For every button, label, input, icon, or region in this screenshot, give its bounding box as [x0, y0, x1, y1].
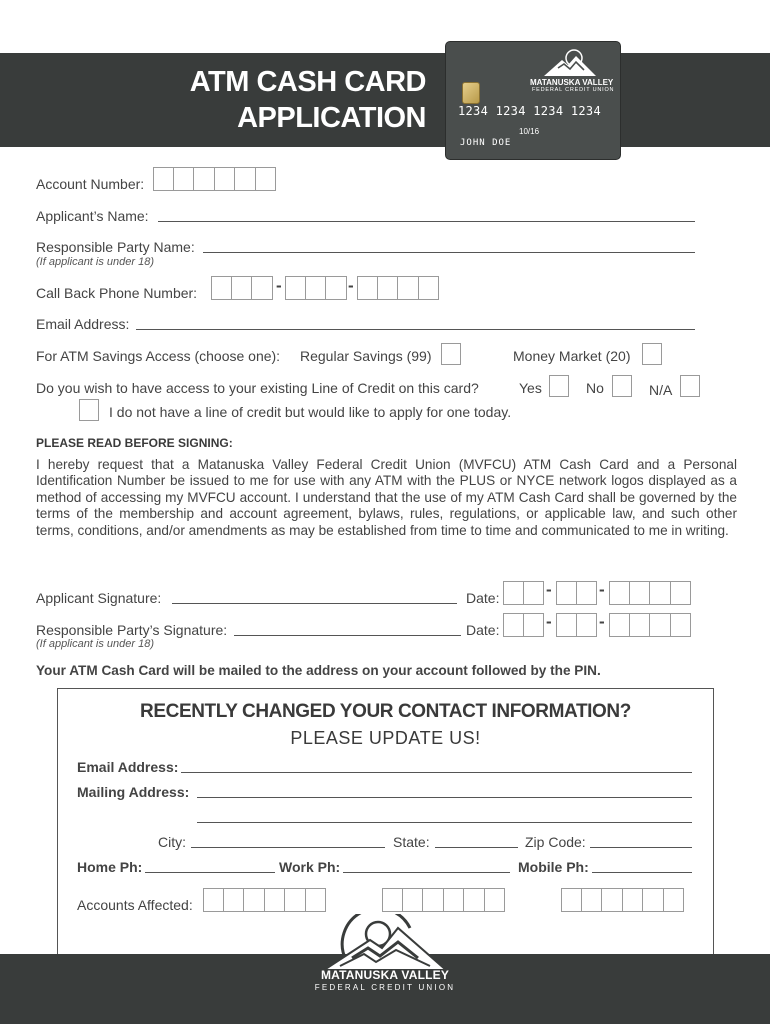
footer-brand-name: MATANUSKA VALLEY [320, 968, 450, 982]
card-expiry: 10/16 [519, 127, 540, 136]
applicant-name-field[interactable] [158, 221, 695, 222]
credit-question: Do you wish to have access to your existing Line of Credit on this card? [36, 380, 479, 396]
phone-prefix-input[interactable] [285, 276, 347, 300]
state-field[interactable] [435, 847, 518, 848]
applicant-date-label: Date: [466, 590, 500, 606]
phone-dash-2: - [348, 276, 354, 295]
agreement-text: I hereby request that a Matanuska Valley Federal Credit Union (MVFCU) ATM Cash Card and a Personal Identification Number be issued to me for use with any ATM with the PLUS or NYCE network logos displayed as a method of accessing my MVFCU account. I understand that the use of my ATM Cash Card shall be governed by the terms of the membership and account agreement, bylaws, rules, regulations, or applicable law, and such other terms, conditions, and/or amendments as may be established from time to time and communicated to me in writing. [36, 457, 737, 538]
atm-card-illustration [445, 41, 621, 160]
city-label: City: [158, 834, 186, 850]
phone-line-input[interactable] [357, 276, 439, 300]
savings-question: For ATM Savings Access (choose one): [36, 348, 281, 364]
state-label: State: [393, 834, 430, 850]
accounts-affected-input-2[interactable] [382, 888, 505, 912]
footer-brand-subtitle: FEDERAL CREDIT UNION [314, 983, 456, 992]
apply-credit-checkbox[interactable] [79, 399, 99, 421]
applicant-date-day-input[interactable] [556, 581, 597, 605]
mailing-address-label: Mailing Address: [77, 784, 190, 800]
applicant-signature-label: Applicant Signature: [36, 590, 162, 606]
accounts-affected-input-3[interactable] [561, 888, 684, 912]
contact-update-title: RECENTLY CHANGED YOUR CONTACT INFORMATION? [140, 701, 631, 722]
yes-checkbox[interactable] [549, 375, 569, 397]
money-market-label: Money Market (20) [513, 348, 631, 364]
page-title-line1: ATM CASH CARD [189, 66, 426, 98]
date-dash-4: - [599, 612, 605, 631]
zip-label: Zip Code: [525, 834, 586, 850]
responsible-signature-note: (If applicant is under 18) [36, 638, 155, 650]
responsible-signature-label: Responsible Party’s Signature: [36, 622, 228, 638]
mountain-logo-icon [318, 914, 452, 972]
work-phone-field[interactable] [343, 872, 510, 873]
mobile-phone-field[interactable] [592, 872, 692, 873]
date-dash-1: - [546, 580, 552, 599]
phone-dash-1: - [276, 276, 282, 295]
accounts-affected-input-1[interactable] [203, 888, 326, 912]
money-market-checkbox[interactable] [642, 343, 662, 365]
contact-email-label: Email Address: [77, 759, 179, 775]
card-chip-icon [462, 82, 480, 104]
mailing-address-field-2[interactable] [197, 822, 692, 823]
phone-label: Call Back Phone Number: [36, 285, 198, 301]
mobile-phone-label: Mobile Ph: [518, 859, 589, 875]
email-field[interactable] [136, 329, 695, 330]
zip-field[interactable] [590, 847, 692, 848]
agreement-heading: PLEASE READ BEFORE SIGNING: [36, 436, 233, 450]
na-label: N/A [649, 382, 673, 398]
date-dash-2: - [599, 580, 605, 599]
page-title-line2: APPLICATION [237, 102, 426, 134]
responsible-signature-field[interactable] [234, 635, 461, 636]
no-checkbox[interactable] [612, 375, 632, 397]
phone-area-input[interactable] [211, 276, 273, 300]
home-phone-label: Home Ph: [77, 859, 143, 875]
accounts-affected-label: Accounts Affected: [77, 897, 193, 913]
card-number: 1234 1234 1234 1234 [458, 104, 601, 118]
card-brand-subtitle: FEDERAL CREDIT UNION [532, 87, 615, 93]
card-brand-name: MATANUSKA VALLEY [530, 78, 614, 87]
work-phone-label: Work Ph: [279, 859, 341, 875]
contact-email-field[interactable] [181, 772, 692, 773]
account-number-input[interactable] [153, 167, 276, 191]
responsible-date-label: Date: [466, 622, 500, 638]
responsible-party-field[interactable] [203, 252, 695, 253]
email-label: Email Address: [36, 316, 130, 332]
contact-update-subtitle: PLEASE UPDATE US! [290, 728, 481, 748]
mail-note: Your ATM Cash Card will be mailed to the address on your account followed by the PIN. [36, 663, 601, 678]
card-holder-name: JOHN DOE [460, 138, 512, 148]
responsible-date-year-input[interactable] [609, 613, 691, 637]
regular-savings-checkbox[interactable] [441, 343, 461, 365]
applicant-date-month-input[interactable] [503, 581, 544, 605]
account-number-label: Account Number: [36, 176, 145, 192]
applicant-name-label: Applicant’s Name: [36, 208, 149, 224]
responsible-date-day-input[interactable] [556, 613, 597, 637]
applicant-date-year-input[interactable] [609, 581, 691, 605]
responsible-party-note: (If applicant is under 18) [36, 256, 155, 268]
yes-label: Yes [519, 380, 542, 396]
responsible-party-label: Responsible Party Name: [36, 239, 195, 255]
responsible-date-month-input[interactable] [503, 613, 544, 637]
city-field[interactable] [191, 847, 385, 848]
na-checkbox[interactable] [680, 375, 700, 397]
applicant-signature-field[interactable] [172, 603, 457, 604]
home-phone-field[interactable] [145, 872, 275, 873]
no-label: No [586, 380, 604, 396]
mailing-address-field[interactable] [197, 797, 692, 798]
mountain-logo-icon [540, 48, 600, 78]
regular-savings-label: Regular Savings (99) [300, 348, 432, 364]
date-dash-3: - [546, 612, 552, 631]
apply-credit-label: I do not have a line of credit but would like to apply for one today. [109, 404, 512, 420]
